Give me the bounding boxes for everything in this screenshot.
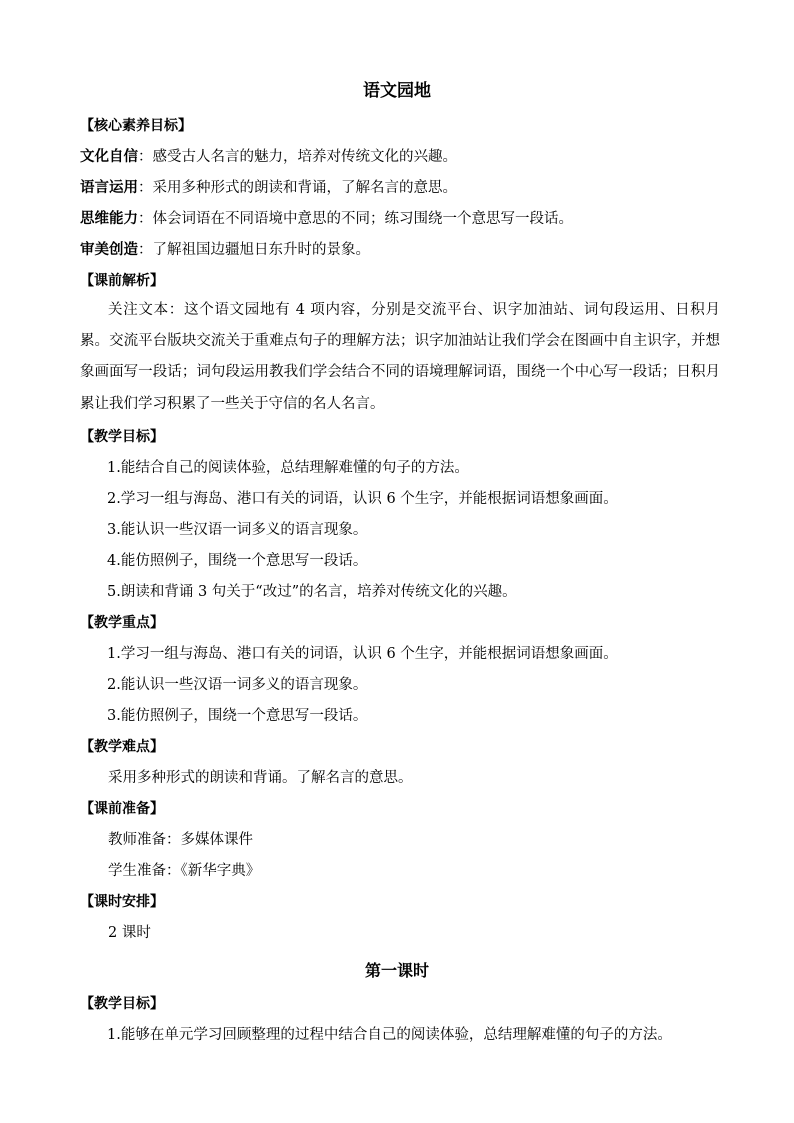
- teaching-goal-item: 2.学习一组与海岛、港口有关的词语，认识 6 个生字，并能根据词语想象画面。: [107, 491, 618, 507]
- student-preparation: 学生准备：《新华字典》: [108, 863, 261, 879]
- teaching-goal-item: 1.能结合自己的阅读体验，总结理解难懂的句子的方法。: [107, 460, 469, 476]
- schedule-text: 2 课时: [108, 925, 151, 941]
- key-points-header: 【教学重点】: [80, 615, 164, 631]
- difficulties-text: 采用多种形式的朗读和背诵。了解名言的意思。: [108, 770, 413, 786]
- core-goal-item: [80, 204, 730, 235]
- difficulties-header: 【教学难点】: [80, 739, 164, 755]
- key-point-item: 1.学习一组与海岛、港口有关的词语，认识 6 个生字，并能根据词语想象画面。: [107, 646, 618, 662]
- core-goal-text: ：了解祖国边疆旭日东升时的景象。: [138, 242, 370, 258]
- teaching-goal-item: 3.能认识一些汉语一词多义的语言现象。: [107, 522, 368, 538]
- core-goal-text: ：感受古人名言的魅力，培养对传统文化的兴趣。: [138, 149, 457, 165]
- core-goal-item: [80, 142, 730, 173]
- core-goal-label: 语言运用: [80, 180, 138, 196]
- page-title: 语文园地: [363, 81, 431, 101]
- teaching-goal-item: 4.能仿照例子，围绕一个意思写一段话。: [107, 553, 368, 569]
- lesson-one-goal-item: 1.能够在单元学习回顾整理的过程中结合自己的阅读体验，总结理解难懂的句子的方法。: [107, 1027, 672, 1043]
- teacher-preparation: 教师准备：多媒体课件: [108, 832, 253, 848]
- key-point-item: 2.能认识一些汉语一词多义的语言现象。: [107, 677, 368, 693]
- key-point-item: 3.能仿照例子，围绕一个意思写一段话。: [107, 708, 368, 724]
- schedule-header: 【课时安排】: [80, 894, 164, 910]
- core-goal-text: ：采用多种形式的朗读和背诵，了解名言的意思。: [138, 180, 457, 196]
- analysis-header: 【课前解析】: [80, 273, 164, 289]
- core-goals-header: 【核心素养目标】: [80, 118, 192, 134]
- core-goal-item: [80, 173, 730, 204]
- preparation-header: 【课前准备】: [80, 801, 164, 817]
- lesson-one-title: 第一课时: [364, 961, 429, 980]
- lesson-one-goals-header: 【教学目标】: [80, 996, 164, 1012]
- teaching-goal-item: 5.朗读和背诵 3 句关于“改过”的名言，培养对传统文化的兴趣。: [107, 584, 517, 600]
- core-goal-text: ：体会词语在不同语境中意思的不同；练习围绕一个意思写一段话。: [138, 211, 573, 227]
- core-goal-label: 文化自信: [80, 149, 138, 165]
- teaching-goals-header: 【教学目标】: [80, 429, 164, 445]
- core-goal-label: 思维能力: [80, 211, 138, 227]
- core-goal-label: 审美创造: [80, 242, 138, 258]
- core-goal-item: [80, 235, 730, 266]
- analysis-paragraph: 关注文本：这个语文园地有 4 项内容，分别是交流平台、识字加油站、词句段运用、日积月累。交流平台版块交流关于重难点句子的理解方法；识字加油站让我们学会在图画中自主识字，并想象画面写一段话；词句段运用教我们学会结合不同的语境理解词语，围绕一个中心写一段话；日积月累让我们学习积累了一些关于守信的名人名言。: [80, 302, 720, 412]
